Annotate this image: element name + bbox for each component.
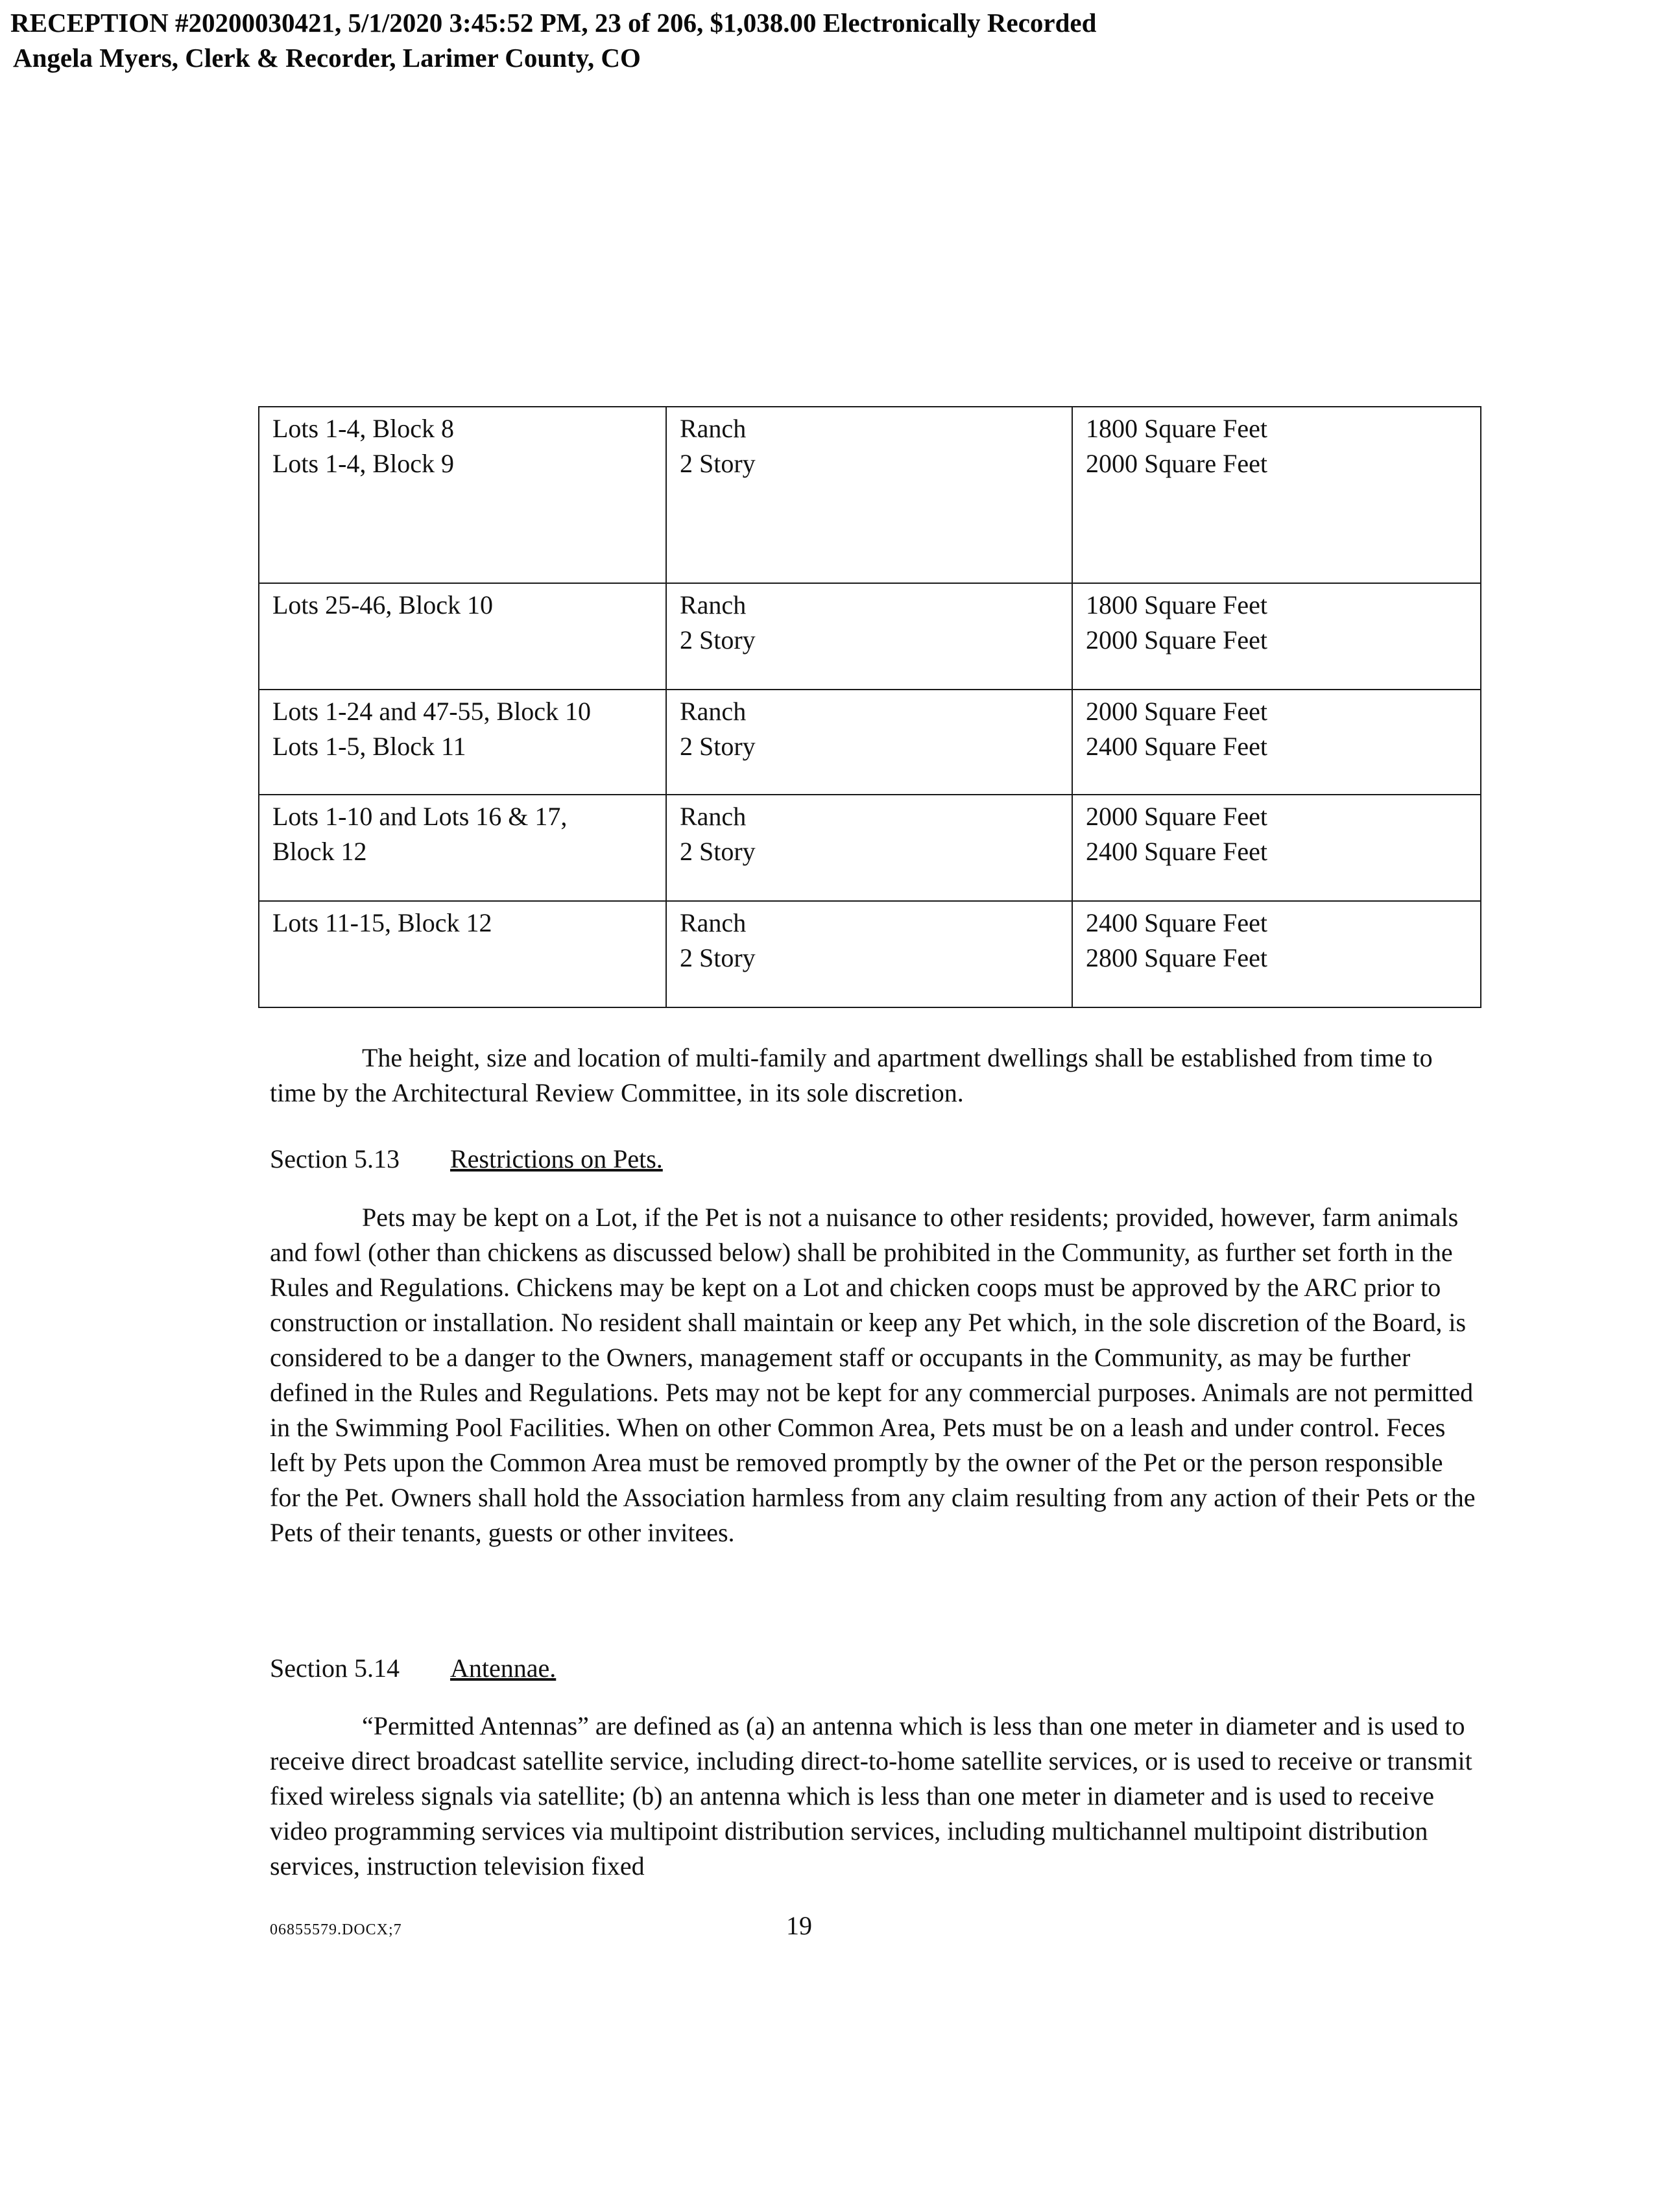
size-line: 1800 Square Feet [1086, 414, 1267, 443]
lots-cell [259, 690, 666, 795]
size-cell [1072, 795, 1481, 901]
lots-cell [259, 795, 666, 901]
recording-header [10, 5, 1096, 75]
section-5-14-body: “Permitted Antennas” are defined as (a) an antenna which is less than one meter in diameter and is used to receive direct broadcast satellite service, including direct-to-home satellite services, or is used to receive or transmit fixed wireless signals via satellite; (b) an antenna which is less than one meter in diameter and is used to receive video programming services via multipoint distribution services, including multichannel multipoint distribution services, instruction television fixed [270, 1711, 1472, 1881]
minimum-square-footage-table [258, 406, 1481, 1008]
style-line: 2 Story [680, 625, 756, 655]
size-line: 1800 Square Feet [1086, 590, 1267, 619]
size-line: 2400 Square Feet [1086, 908, 1267, 937]
lots-line: Lots 1-10 and Lots 16 & 17, [272, 802, 568, 831]
size-cell [1072, 901, 1481, 1007]
table-row [259, 407, 1481, 583]
lots-line: Lots 1-4, Block 9 [272, 449, 454, 478]
lots-line: Block 12 [272, 837, 367, 866]
multifamily-paragraph: The height, size and location of multi-family and apartment dwellings shall be established from time to time by the Architectural Review Committee, in its sole discretion. [270, 1043, 1433, 1107]
page-number: 19 [786, 1911, 812, 1940]
size-line: 2000 Square Feet [1086, 697, 1267, 726]
style-line: Ranch [680, 697, 747, 726]
style-cell [666, 583, 1072, 690]
table-row [259, 583, 1481, 690]
style-cell [666, 795, 1072, 901]
style-line: 2 Story [680, 732, 756, 761]
recording-header-line-1: RECEPTION #20200030421, 5/1/2020 3:45:52 PM, 23 of 206, $1,038.00 Electronically Recorded [10, 8, 1097, 38]
size-line: 2400 Square Feet [1086, 732, 1267, 761]
style-cell [666, 690, 1072, 795]
size-line: 2000 Square Feet [1086, 802, 1267, 831]
style-cell [666, 407, 1072, 583]
section-number: Section 5.14 [270, 1653, 400, 1683]
section-title: Restrictions on Pets. [450, 1144, 663, 1173]
size-line: 2000 Square Feet [1086, 449, 1267, 478]
style-line: 2 Story [680, 837, 756, 866]
lots-cell [259, 407, 666, 583]
style-line: Ranch [680, 414, 747, 443]
section-5-14-heading [270, 1651, 556, 1686]
table-row [259, 795, 1481, 901]
style-line: Ranch [680, 590, 747, 619]
style-cell [666, 901, 1072, 1007]
size-line: 2000 Square Feet [1086, 625, 1267, 655]
lots-line: Lots 1-5, Block 11 [272, 732, 466, 761]
lots-line: Lots 11-15, Block 12 [272, 908, 492, 937]
style-line: Ranch [680, 802, 747, 831]
size-cell [1072, 407, 1481, 583]
size-cell [1072, 583, 1481, 690]
size-cell [1072, 690, 1481, 795]
document-id: 06855579.DOCX;7 [270, 1921, 402, 1938]
lots-line: Lots 25-46, Block 10 [272, 590, 493, 619]
style-line: Ranch [680, 908, 747, 937]
size-line: 2800 Square Feet [1086, 943, 1267, 972]
section-5-13-heading [270, 1142, 663, 1177]
table-row [259, 690, 1481, 795]
table-row [259, 901, 1481, 1007]
style-line: 2 Story [680, 943, 756, 972]
lots-line: Lots 1-24 and 47-55, Block 10 [272, 697, 592, 726]
section-5-13-body: Pets may be kept on a Lot, if the Pet is not a nuisance to other residents; provided, however, farm animals and fowl (other than chickens as discussed below) shall be prohibited in the Community, as further set forth in the Rules and Regulations. Chickens may be kept on a Lot and chicken coops must be approved by the ARC prior to construction or installation. No resident shall maintain or keep any Pet which, in the sole discretion of the Board, is considered to be a danger to the Owners, management staff or occupants in the Community, as may be further defined in the Rules and Regulations. Pets may not be kept for any commercial purposes. Animals are not permitted in the Swimming Pool Facilities. When on other Common Area, Pets must be on a leash and under control. Feces left by Pets upon the Common Area must be removed promptly by the owner of the Pet or the person responsible for the Pet. Owners shall hold the Association harmless from any claim resulting from any action of their Pets or the Pets of their tenants, guests or other invitees. [270, 1203, 1476, 1547]
section-title: Antennae. [450, 1653, 557, 1683]
recording-header-line-2: Angela Myers, Clerk & Recorder, Larimer County, CO [13, 43, 641, 73]
lots-cell [259, 583, 666, 690]
style-line: 2 Story [680, 449, 756, 478]
section-number: Section 5.13 [270, 1144, 400, 1173]
lots-cell [259, 901, 666, 1007]
size-line: 2400 Square Feet [1086, 837, 1267, 866]
lots-line: Lots 1-4, Block 8 [272, 414, 454, 443]
